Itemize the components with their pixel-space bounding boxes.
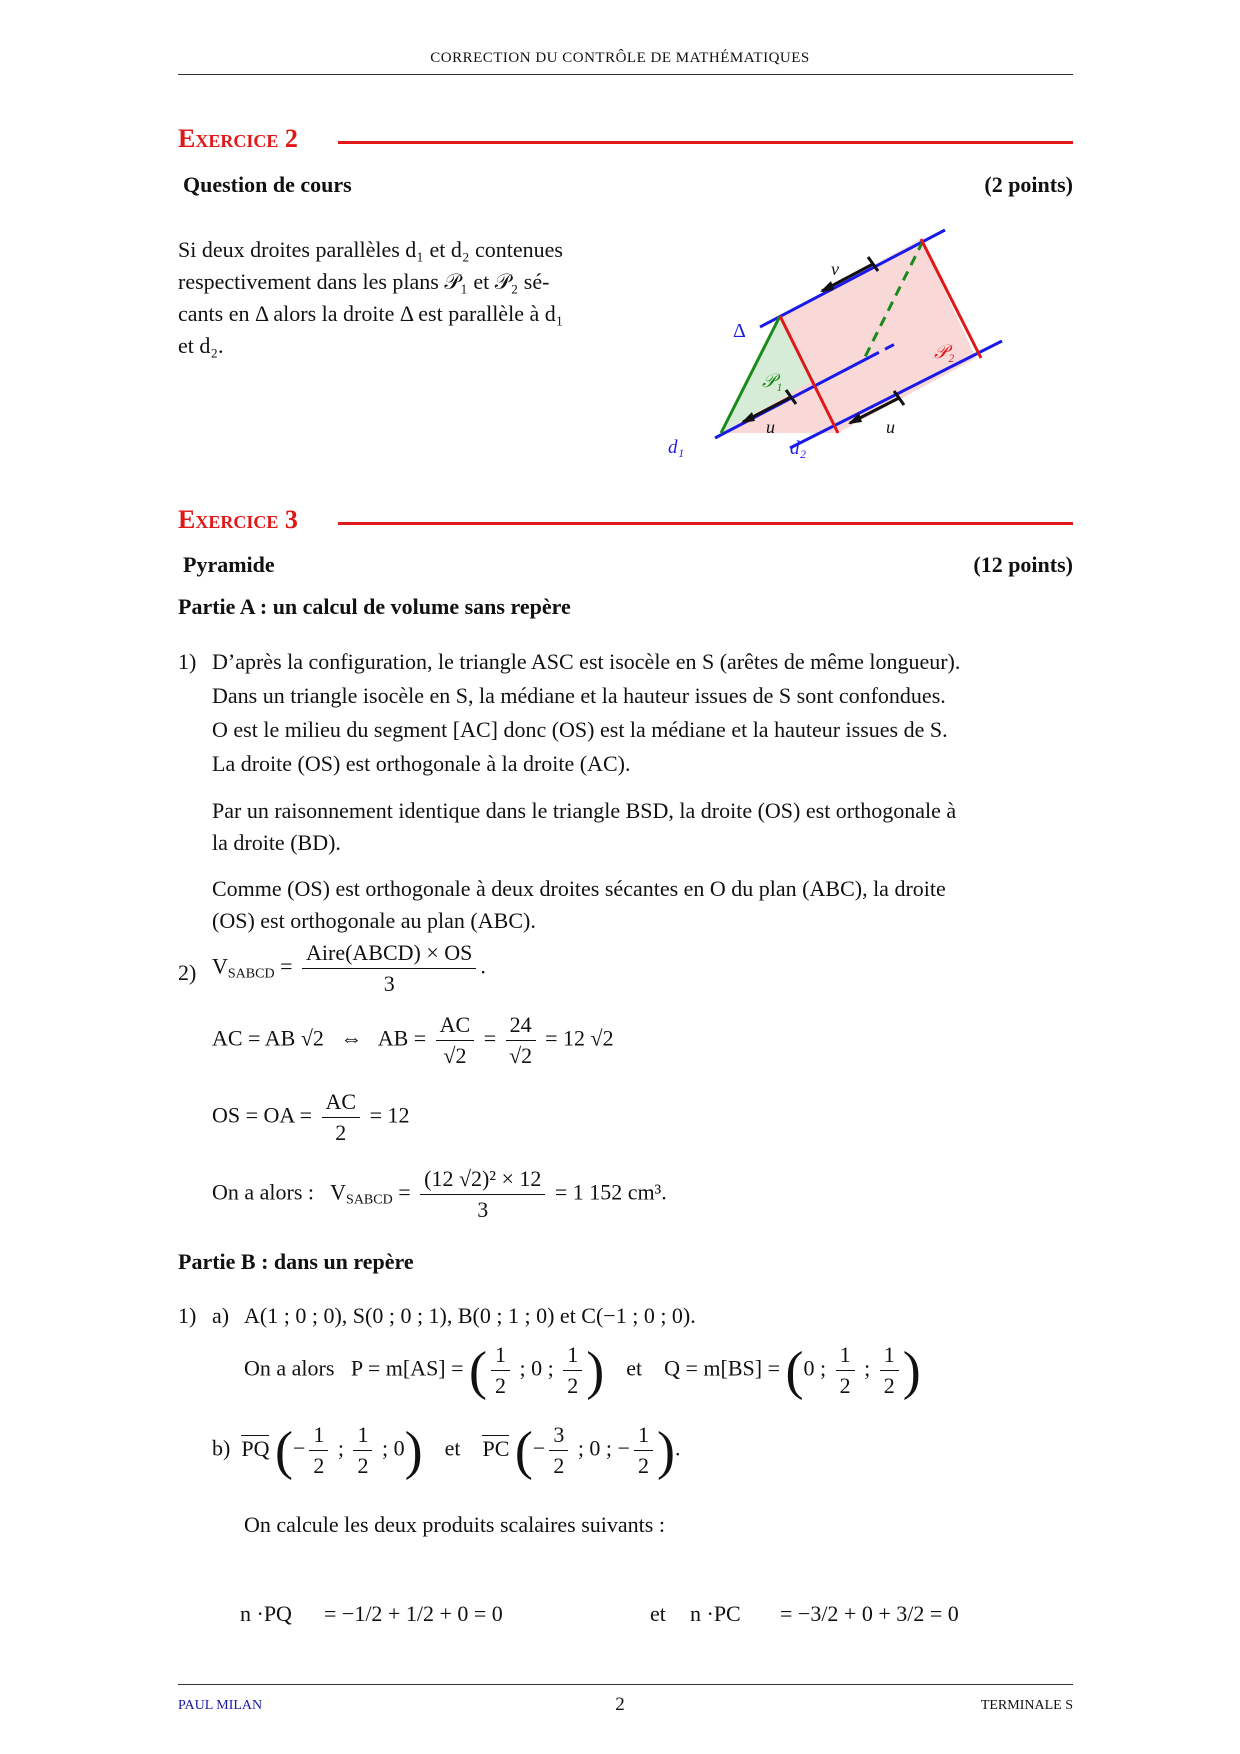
- numerator: AC: [322, 1087, 361, 1118]
- paren-open: (: [274, 1420, 293, 1481]
- os-label: OS = OA =: [212, 1102, 312, 1128]
- final-fraction: [420, 1164, 545, 1225]
- fraction-half: [880, 1340, 899, 1401]
- part-a-q1-paragraph-1: [212, 645, 1074, 781]
- part-b-qa-label: a): [212, 1303, 230, 1328]
- text-line: (OS) est orthogonale au plan (ABC).: [212, 908, 536, 933]
- part-a-q1-number: 1): [178, 649, 197, 674]
- denominator: 2: [839, 1373, 851, 1398]
- and-word: et: [444, 1435, 461, 1461]
- ab-fraction-2: [506, 1010, 536, 1071]
- vectors-line: b) PQ (− $\frac{1}{2}$ ; $\frac{1}{2}$ ; 0) et PC (− $\frac{3}{2}$ ; 0 ; − $\frac{1}{2}$ ).: [212, 1420, 681, 1481]
- final-intro: On a alors :: [212, 1179, 315, 1205]
- numerator: 1: [880, 1340, 899, 1371]
- os-computation: [212, 1087, 409, 1148]
- text-line: D’après la configuration, le triangle ASC est isocèle en S (arêtes de même longueur).: [212, 649, 961, 674]
- exercise-2-subtitle: Question de cours: [183, 172, 352, 197]
- text-line: O est le milieu du segment [AC] donc (OS) est la médiane et la hauteur issues de S.: [212, 717, 948, 742]
- header-rule: [178, 74, 1073, 75]
- paren-close: ): [404, 1420, 423, 1481]
- text-line: la droite (BD).: [212, 830, 341, 855]
- text-line: Dans un triangle isocèle en S, la médiane et la hauteur issues de S sont confondues.: [212, 683, 946, 708]
- equals: =: [398, 1179, 411, 1205]
- and-word: et: [626, 1355, 643, 1381]
- equals: = −1/2 + 1/2 + 0 = 0: [324, 1601, 503, 1626]
- paren-open: (: [514, 1420, 533, 1481]
- denominator: 2: [313, 1453, 325, 1478]
- volume-symbol: V: [212, 953, 228, 979]
- parallel-planes-figure: [655, 225, 1015, 470]
- denominator: 2: [567, 1373, 579, 1398]
- final-volume: [212, 1164, 667, 1225]
- ab-computation: [212, 1010, 614, 1071]
- equals: =: [280, 953, 293, 979]
- text-line: La droite (OS) est orthogonale à la droite (AC).: [212, 751, 631, 776]
- footer-level: TERMINALE S: [980, 1698, 1073, 1713]
- qb-label: b): [212, 1435, 231, 1461]
- numerator: AC: [436, 1010, 475, 1041]
- label-u-2: u⃗: [886, 417, 910, 437]
- denominator: 2: [637, 1453, 649, 1478]
- numerator: 24: [506, 1010, 536, 1041]
- text-line: Comme (OS) est orthogonale à deux droites sécantes en O du plan (ABC), la droite: [212, 876, 946, 901]
- fraction-half: [836, 1340, 855, 1401]
- vector-pq: PQ: [241, 1435, 270, 1461]
- text-line: et d₂.: [178, 333, 224, 358]
- page-header: CORRECTION DU CONTRÔLE DE MATHÉMATIQUES: [430, 50, 810, 66]
- exercise-3-points: (12 points): [973, 552, 1073, 577]
- exercise-2-points: (2 points): [984, 172, 1073, 197]
- fraction-half: [353, 1420, 372, 1481]
- text-line: Par un raisonnement identique dans le triangle BSD, la droite (OS) est orthogonale à: [212, 798, 957, 823]
- label-delta: Δ: [733, 320, 746, 342]
- volume-numerator: Aire(ABCD) × OS: [302, 938, 476, 969]
- midpoints-intro: On a alors: [244, 1355, 335, 1381]
- footer-author: PAUL MILAN: [178, 1698, 263, 1713]
- numerator: 1: [353, 1420, 372, 1451]
- denominator: 2: [553, 1453, 565, 1478]
- paren-open: (: [785, 1340, 804, 1401]
- numerator: (12 √2)² × 12: [420, 1164, 545, 1195]
- exercise-2-title: Exercice 2: [178, 124, 298, 153]
- os-result: = 12: [369, 1102, 410, 1128]
- footer-page-number: 2: [615, 1694, 625, 1715]
- ab-fraction-1: [436, 1010, 475, 1071]
- text-line: cants en Δ alors la droite Δ est parallèle à d₁: [178, 301, 564, 326]
- volume-subscript: SABCD: [227, 966, 275, 982]
- equals: =: [483, 1025, 497, 1051]
- numerator: 3: [549, 1420, 568, 1451]
- exercise-3-title: Exercice 3: [178, 505, 298, 534]
- part-b-title: Partie B : dans un repère: [178, 1249, 414, 1274]
- fraction-half: [634, 1420, 653, 1481]
- denominator: 2: [495, 1373, 507, 1398]
- fraction-half: [491, 1340, 510, 1401]
- label-d2: d₂: [790, 438, 807, 459]
- paren-close: ): [656, 1420, 675, 1481]
- dot2-result: = −3/2 + 0 + 3/2 = 0: [780, 1601, 959, 1626]
- label-v: v⃗: [831, 259, 853, 279]
- label-p1: 𝒫₁: [762, 371, 783, 392]
- dot1-label: n ·PQ: [240, 1601, 292, 1626]
- label-u-1: u⃗: [766, 417, 790, 437]
- text-line: respectivement dans les plans 𝒫₁ et 𝒫₂ sé-: [178, 269, 550, 294]
- part-b-coordinates: A(1 ; 0 ; 0), S(0 ; 0 ; 1), B(0 ; 1 ; 0) et C(−1 ; 0 ; 0).: [244, 1303, 696, 1328]
- label-d1: d₁: [668, 437, 685, 458]
- exercise-3-rule: [338, 522, 1073, 525]
- part-b-q1-number: 1): [178, 1303, 197, 1328]
- text-line: Si deux droites parallèles d₁ et d₂ contenues: [178, 237, 563, 262]
- dot-products: [240, 1555, 1070, 1685]
- numerator: 1: [634, 1420, 653, 1451]
- paren-close: ): [586, 1340, 605, 1401]
- scalar-products-intro: On calcule les deux produits scalaires suivants :: [244, 1512, 665, 1537]
- volume-symbol: V: [330, 1179, 347, 1205]
- p-label: P = m[AS] =: [350, 1355, 464, 1381]
- vector-pc: PC: [482, 1435, 510, 1461]
- equivalence-symbol: ⇔: [340, 1025, 363, 1051]
- denominator: √2: [443, 1043, 467, 1068]
- ab-label: AB =: [377, 1025, 427, 1051]
- exercise-2-rule: [338, 141, 1073, 144]
- volume-denominator: 3: [383, 971, 395, 996]
- footer-rule: [178, 1684, 1073, 1685]
- dot2-label: n ·PC: [690, 1601, 741, 1626]
- paren-close: ): [902, 1340, 921, 1401]
- denominator: 2: [357, 1453, 369, 1478]
- denominator: 2: [335, 1120, 347, 1145]
- part-a-q1-paragraph-2: [212, 795, 1074, 859]
- numerator: 1: [563, 1340, 582, 1371]
- exercise-3-subtitle: Pyramide: [183, 552, 275, 577]
- fraction-three-halves: [549, 1420, 568, 1481]
- denominator: 2: [883, 1373, 895, 1398]
- volume-fraction: [302, 938, 476, 999]
- os-fraction: [322, 1087, 361, 1148]
- label-p2: 𝒫₂: [934, 342, 955, 363]
- fraction-half: [309, 1420, 328, 1481]
- part-a-q1-paragraph-3: [212, 873, 1074, 937]
- part-a-q2-number: 2): [178, 960, 197, 985]
- and-word: et: [650, 1601, 666, 1626]
- denominator: 3: [477, 1197, 489, 1222]
- numerator: 1: [491, 1340, 510, 1371]
- numerator: 1: [309, 1420, 328, 1451]
- ac-expression: AC = AB √2: [212, 1025, 324, 1051]
- midpoints-line: On a alors P = m[AS] = ( $\frac{1}{2}$ ; 0 ; $\frac{1}{2}$ ) et Q = m[BS] = (0 ; $\frac{1}{2}$ ; $\frac{1}{2}$ ): [244, 1340, 921, 1401]
- part-a-title: Partie A : un calcul de volume sans repère: [178, 594, 571, 619]
- denominator: √2: [509, 1043, 533, 1068]
- paren-open: (: [469, 1340, 488, 1401]
- ab-result: = 12 √2: [545, 1025, 614, 1051]
- final-result: = 1 152 cm³.: [554, 1179, 667, 1205]
- exercise-2-text: [178, 234, 618, 362]
- fraction-half: [563, 1340, 582, 1401]
- volume-formula: $V_{SABCD}$ = $\frac{\text{Aire(ABCD) × OS}}{3}$ .: [212, 938, 486, 999]
- numerator: 1: [836, 1340, 855, 1371]
- q-label: Q = m[BS] =: [664, 1355, 781, 1381]
- volume-subscript: SABCD: [346, 1192, 393, 1208]
